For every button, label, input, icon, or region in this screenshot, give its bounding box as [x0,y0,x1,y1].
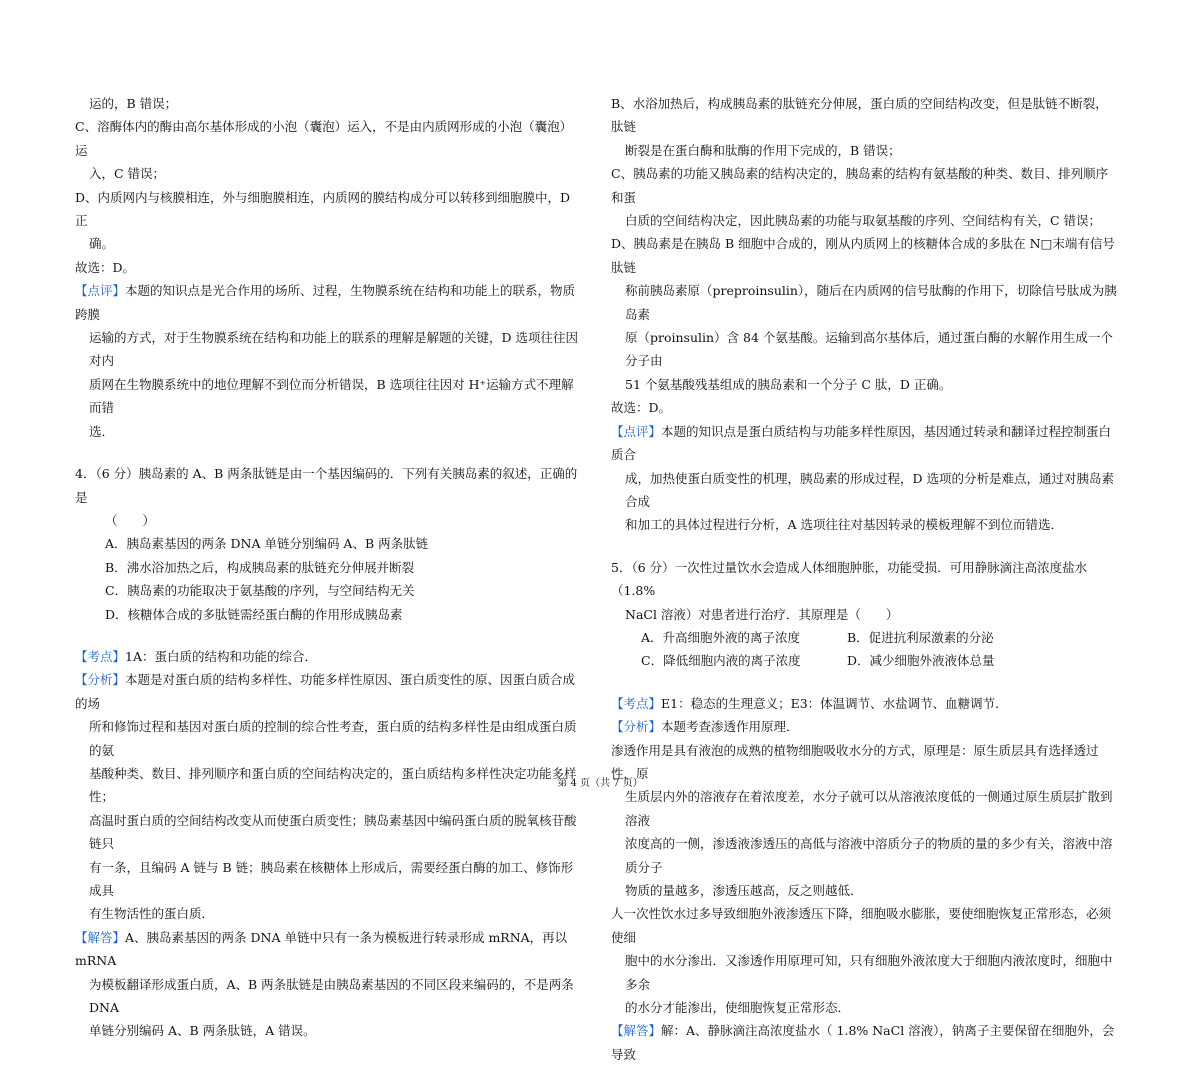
q4-stem-line-2: （ ） [105,512,156,528]
q4-comment-line-1: 【点评】本题的知识点是蛋白质结构与功能多样性原因，基因通过转录和翻译过程控制蛋白质合 [611,423,1112,463]
q4-jieda-line-3: 单链分别编码 A、B 两条肽链，A 错误。 [89,1023,316,1039]
q5-option-c: C．降低细胞内液的离子浓度 [641,653,801,669]
jieda-tag: 【解答】 [611,1023,662,1039]
comment-tag: 【点评】 [611,423,662,439]
q4-jieda-line-2: 为模板翻译形成蛋白质，A、B 两条肽链是由胰岛素基因的不同区段来编码的，不是两条 DNA [89,976,574,1016]
page-footer: 第 4 页（共 7 页） [557,778,643,789]
left-column [75,92,583,1043]
q5-kaodian: 【考点】E1：稳态的生理意义；E3：体温调节、水盐调节、血糖调节． [611,695,1008,711]
q3-comment-line-2: 运输的方式，对于生物膜系统在结构和功能上的联系的理解是解题的关键，D 选项往往因对内 [89,330,578,369]
q4-fenxi-line-1: 【分析】本题是对蛋白质的结构多样性、功能多样性原因、蛋白质变性的原、因蛋白质合成的场 [75,672,576,711]
q3-cont-line-1: 运的，B 错误； [89,96,178,111]
q4-fenxi-line-2: 所和修饰过程和基因对蛋白质的控制的综合性考查，蛋白质的结构多样性是由组成蛋白质的氨 [89,719,577,758]
q4-fenxi-line-6: 有生物活性的蛋白质． [89,906,215,922]
q4-option-d-explain-4: 51 个氨基酸残基组成的胰岛素和一个分子 C 肽，D 正确。 [625,376,952,392]
q5-option-b: B．促进抗利尿激素的分泌 [847,629,994,645]
q3-option-c-line-1: C、溶酶体内的酶由高尔基体形成的小泡（囊泡）运入，不是由内质网形成的小泡（囊泡）运 [75,119,573,158]
q5-para1-line-3: 浓度高的一侧，渗透液渗透压的高低与溶液中溶质分子的物质的量的多少有关，溶液中溶质分子 [625,836,1113,875]
q4-kaodian: 【考点】1A：蛋白质的结构和功能的综合． [75,648,317,664]
q5-jieda-line-1: 【解答】解：A、静脉滴注高浓度盐水（ 1.8% NaCl 溶液），钠离子主要保留在细胞外，会导致 [611,1023,1115,1062]
q4-option-b-explain-1: B、水浴加热后，构成胰岛素的肽链充分伸展，蛋白质的空间结构改变，但是肽链不断裂，肽链 [611,96,1108,135]
q5-stem-line-1: 5．（6 分）一次性过量饮水会造成人体细胞肿胀，功能受损．可用静脉滴注高浓度盐水（1.8% [611,559,1088,599]
q4-fenxi-line-3: 基酸种类、数目、排列顺序和蛋白质的空间结构决定的，蛋白质结构多样性决定功能多样性； [89,765,577,805]
q3-comment-line-4: 选． [89,423,115,439]
q4-option-c-explain-2: 白质的空间结构决定，因此胰岛素的功能与取氨基酸的序列、空间结构有关，C 错误； [625,213,1102,229]
q4-fenxi-line-5: 有一条，且编码 A 链与 B 链；胰岛素在核糖体上形成后，需要经蛋白酶的加工、修饰形成具 [89,859,574,898]
kaodian-tag: 【考点】 [611,695,662,711]
fenxi-tag: 【分析】 [75,672,126,688]
q4-option-b: B．沸水浴加热之后，构成胰岛素的肽链充分伸展并断裂 [105,559,415,575]
q4-option-d: D．核糖体合成的多肽链需经蛋白酶的作用形成胰岛素 [105,606,403,622]
q3-option-c-line-2: 入，C 错误； [89,166,166,182]
q4-jieda-line-1: 【解答】A、胰岛素基因的两条 DNA 单链中只有一条为模板进行转录形成 mRNA，再以 mRNA [75,929,568,969]
q5-options-row-1 [611,626,1119,649]
q3-option-d-line-1: D、内质网内与核膜相连，外与细胞膜相连，内质网的膜结构成分可以转移到细胞膜中，D 正 [75,189,571,229]
q4-option-a: A．胰岛素基因的两条 DNA 单链分别编码 A、B 两条肽链 [105,536,429,552]
comment-tag: 【点评】 [75,283,126,299]
q5-para1-line-2: 生质层内外的溶液存在着浓度差，水分子就可以从溶液浓度低的一侧通过原生质层扩散到溶液 [625,789,1113,828]
q3-option-d-line-2: 确。 [89,236,115,252]
q4-comment-line-2: 成，加热使蛋白质变性的机理，胰岛素的形成过程，D 选项的分析是难点，通过对胰岛素合成 [625,470,1114,509]
q4-option-d-explain-2: 称前胰岛素原（preproinsulin），随后在内质网的信号肽酶的作用下，切除信号肽成为胰岛素 [625,283,1117,322]
q4-fenxi-line-4: 高温时蛋白质的空间结构改变从而使蛋白质变性；胰岛素基因中编码蛋白质的脱氧核苷酸链只 [89,812,577,852]
q5-para2-line-3: 的水分才能渗出，使细胞恢复正常形态． [625,1000,851,1016]
q4-comment-line-3: 和加工的具体过程进行分析，A 选项往往对基因转录的模板理解不到位而错选． [625,517,1064,533]
q5-options-row-2 [611,649,1119,672]
kaodian-tag: 【考点】 [75,648,126,664]
q4-option-d-explain-3: 原（proinsulin）含 84 个氨基酸。运输到高尔基体后，通过蛋白酶的水解作用生成一个分子由 [625,330,1113,369]
q5-para1-line-1: 渗透作用是具有液泡的成熟的植物细胞吸收水分的方式，原理是：原生质层具有选择透过性，原 [611,742,1099,781]
q5-fenxi: 【分析】本题考查渗透作用原理． [611,719,799,735]
q4-stem-line-1: 4．（6 分）胰岛素的 A、B 两条肽链是由一个基因编码的．下列有关胰岛素的叙述，正确的是 [75,466,578,505]
q3-answer: 故选：D。 [75,259,136,275]
q5-para1-line-4: 物质的量越多，渗透压越高，反之则越低． [625,883,863,898]
q3-comment-line-3: 质网在生物膜系统中的地位理解不到位而分析错误，B 选项往往因对 H⁺运输方式不理解而错 [89,376,574,416]
q5-option-d: D．减少细胞外液液体总量 [847,653,995,669]
fenxi-tag: 【分析】 [611,719,662,735]
q4-answer: 故选：D。 [611,400,672,416]
q5-option-a: A．升高细胞外液的离子浓度 [641,629,801,645]
q3-comment-line-1: 【点评】本题的知识点是光合作用的场所、过程，生物膜系统在结构和功能上的联系，物质跨膜 [75,283,576,322]
jieda-tag: 【解答】 [75,929,126,945]
q5-para2-line-1: 人一次性饮水过多导致细胞外液渗透压下降，细胞吸水膨胀，要使细胞恢复正常形态，必须使细 [611,906,1112,945]
q5-stem-line-2: NaCl 溶液）对患者进行治疗．其原理是（ ） [625,606,899,622]
right-column [611,92,1119,1066]
q5-para2-line-2: 胞中的水分渗出．又渗透作用原理可知，只有细胞外液浓度大于细胞内液浓度时，细胞中多余 [625,953,1113,992]
q4-option-c: C．胰岛素的功能取决于氨基酸的序列，与空间结构无关 [105,583,415,599]
q4-option-c-explain-1: C、胰岛素的功能又胰岛素的结构决定的，胰岛素的结构有氨基酸的种类、数目、排列顺序和蛋 [611,166,1109,205]
q4-option-d-explain-1: D、胰岛素是在胰岛 B 细胞中合成的，刚从内质网上的核糖体合成的多肽在 N□末端有信号肽链 [611,236,1115,275]
q4-option-b-explain-2: 断裂是在蛋白酶和肽酶的作用下完成的，B 错误； [625,142,901,158]
